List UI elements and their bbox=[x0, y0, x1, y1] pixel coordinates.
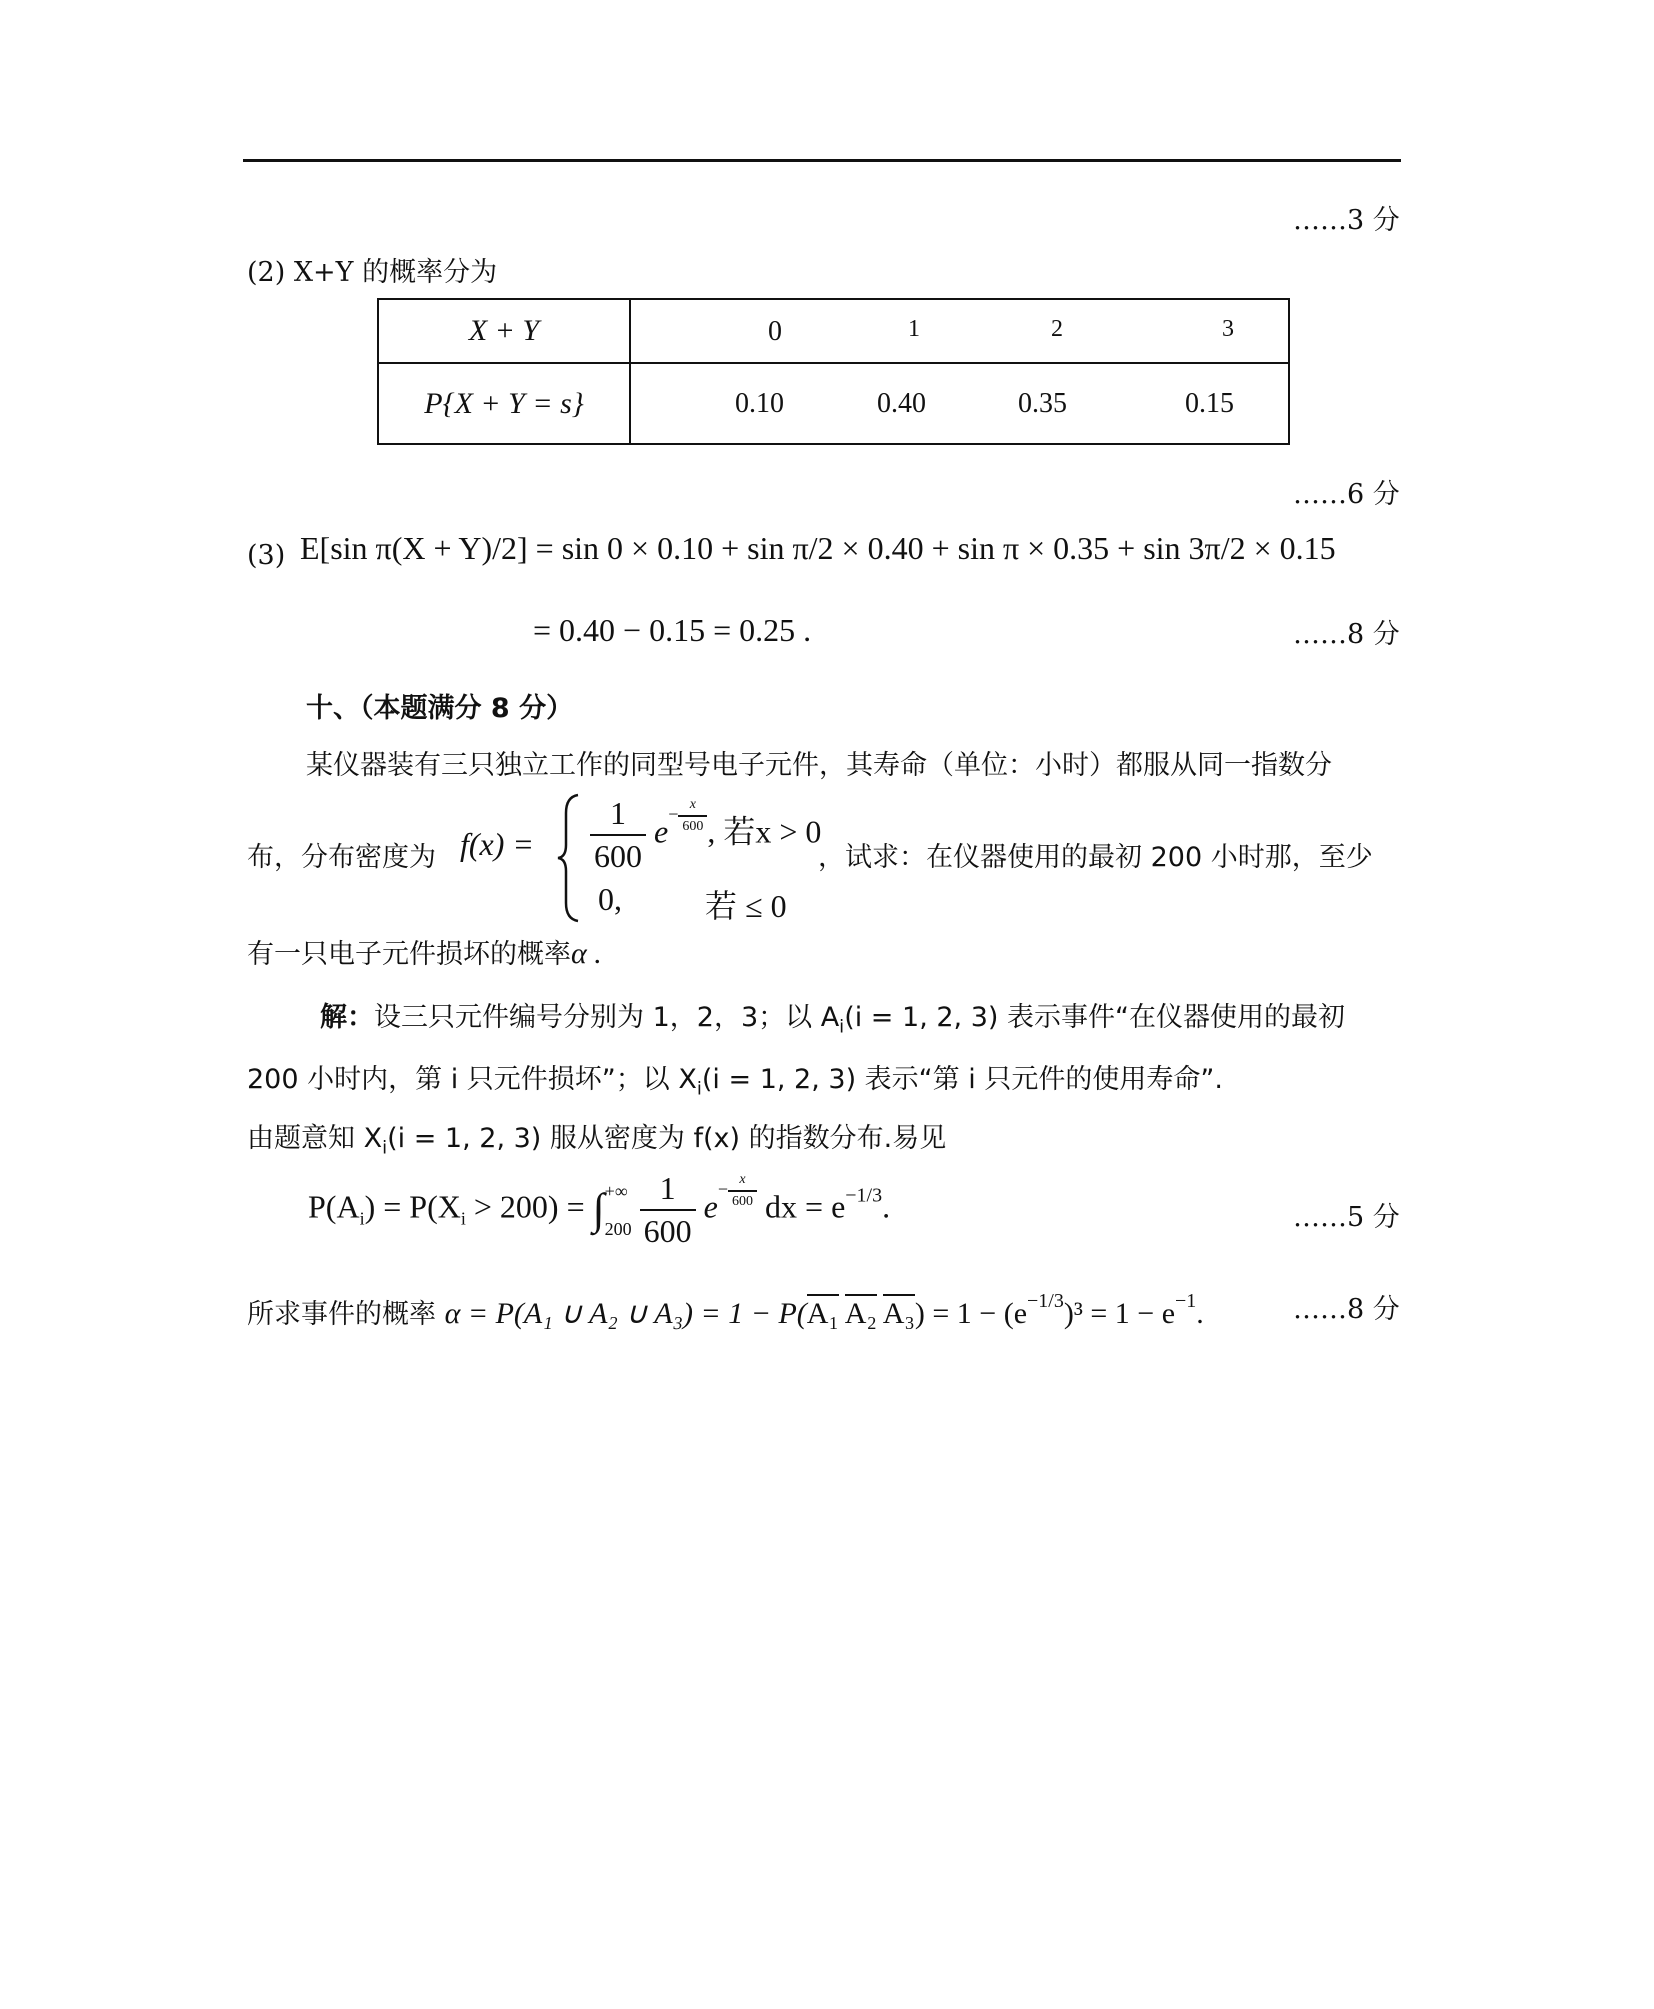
table-prob-label: P{X + Y = s} bbox=[378, 363, 630, 444]
score-mark: ……5 分 bbox=[1293, 1202, 1400, 1233]
table-prob: 0.15 bbox=[1185, 388, 1234, 419]
distribution-table bbox=[377, 298, 1290, 445]
problem-text: 某仪器装有三只独立工作的同型号电子元件，其寿命（单位：小时）都服从同一指数分 bbox=[306, 750, 1332, 781]
score-mark: ……6 分 bbox=[1293, 479, 1400, 510]
table-value: 3 bbox=[1222, 316, 1234, 342]
problem-text: ，试求：在仪器使用的最初 200 小时那，至少 bbox=[818, 842, 1373, 873]
table-header-label: X + Y bbox=[378, 299, 630, 363]
top-rule bbox=[243, 159, 1401, 162]
part3-lhs: E[sin π(X + Y)/2] bbox=[300, 530, 528, 566]
density-function bbox=[460, 793, 822, 924]
part2-label: (2) X+Y 的概率分为 bbox=[247, 257, 498, 288]
part3-label: (3) bbox=[247, 540, 286, 571]
solution-text: 200 小时内，第 i 只元件损坏”；以 $X_i(i = 1$, 2, 3) 表示“第 i 只元件的使用寿命”. bbox=[247, 1064, 1223, 1100]
problem-text: 布，分布密度为 bbox=[247, 842, 436, 873]
section-heading: 十、（本题满分 8 分） bbox=[306, 693, 574, 724]
part3-expectation bbox=[300, 530, 1336, 567]
density-case1: $\frac{1}{600}$ $e^{- \frac{x}{600}}$ , 若x > 0 bbox=[590, 795, 821, 875]
solution-text: 解：设三只元件编号分别为 1，2，3；以 $A_i(i = 1$, 2, 3) 表示事件“在仪器使用的最初 bbox=[320, 1002, 1345, 1038]
part3-rhs: = sin 0 × 0.10 + sin π/2 × 0.40 + sin π × 0.35 + sin 3π/2 × 0.15 bbox=[535, 530, 1336, 566]
score-mark: ……8 分 bbox=[1293, 619, 1400, 650]
score-mark: ……3 分 bbox=[1293, 205, 1400, 236]
table-prob: 0.40 bbox=[877, 388, 926, 419]
density-case2: 0, bbox=[598, 881, 622, 917]
table-values-row bbox=[630, 299, 1289, 363]
table-prob: 0.35 bbox=[1018, 388, 1067, 419]
density-case2-cond: 若 ≤ 0 bbox=[705, 888, 787, 924]
final-answer: 所求事件的概率 α = P(A₁ ∪ A₂ ∪ A₃) = 1 − P(A₁ A₂ $A_3) = 1 - (e^{-1/3})^3 = 1 - e^{-1}$. bbox=[247, 1290, 1204, 1330]
solution-label: 解： bbox=[320, 1002, 374, 1033]
table-value: 0 bbox=[768, 316, 782, 347]
table-prob-row bbox=[630, 363, 1289, 444]
score-mark: ……8 分 bbox=[1293, 1294, 1400, 1325]
left-brace bbox=[556, 793, 582, 923]
probability-equation: $P(A_i) = P(X_i > 200)$ = ∫ +∞ 200 $\frac{1}{600}$ $e^{- \frac{x}{600}}$ dx = $e^{-1/3}$. bbox=[308, 1170, 891, 1249]
table-value: 1 bbox=[908, 316, 920, 342]
solution-text: 由题意知 $X_i(i = 1$, 2, 3) 服从密度为 f(x) 的指数分布.易见 bbox=[247, 1123, 947, 1159]
table-value: 2 bbox=[1051, 316, 1063, 342]
part3-result: = 0.40 − 0.15 = 0.25 . bbox=[533, 612, 812, 648]
table-prob: 0.10 bbox=[735, 388, 784, 419]
density-lhs: f(x) = bbox=[460, 826, 534, 862]
problem-text: 有一只电子元件损坏的概率α . bbox=[247, 937, 602, 970]
